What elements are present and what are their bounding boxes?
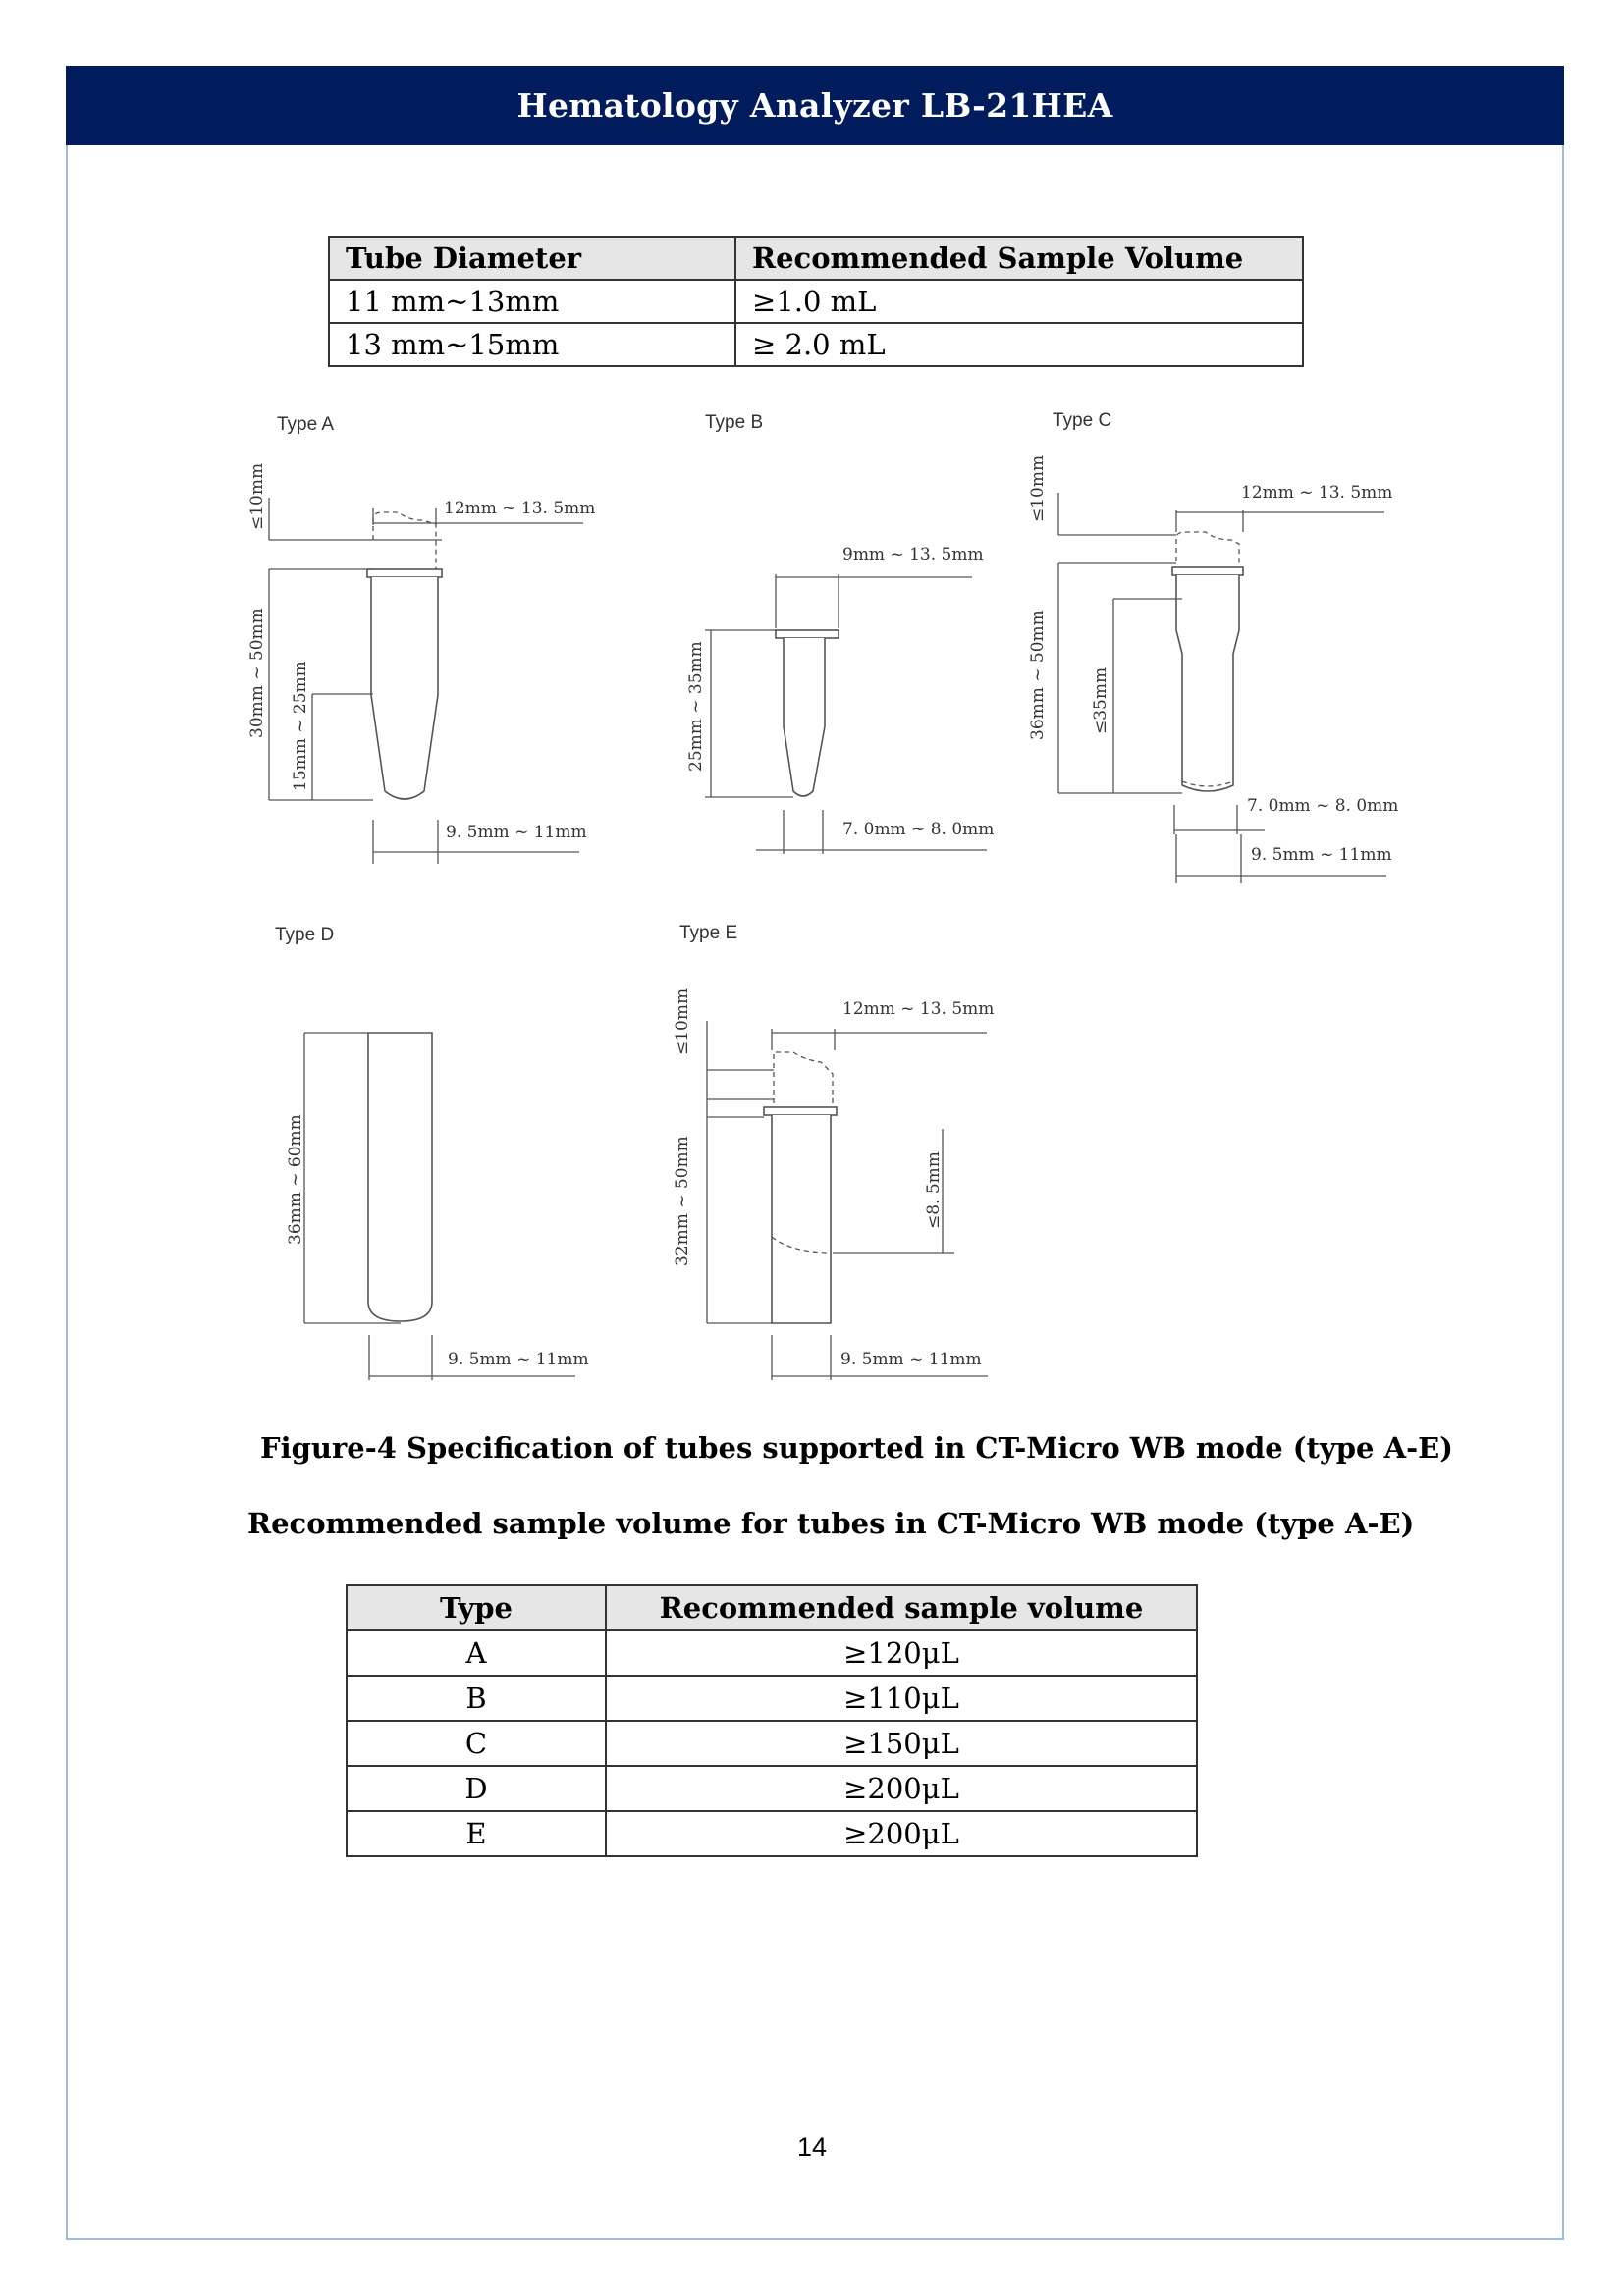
- type-c-cap-outline: [1176, 532, 1239, 567]
- type-e-tube-body: [772, 1115, 831, 1323]
- type-a-label: Type A: [277, 414, 335, 435]
- table-cell: ≥150μL: [606, 1721, 1197, 1766]
- table-cell: ≥200μL: [606, 1811, 1197, 1856]
- type-d-tube-length: 36mm ~ 60mm: [286, 1114, 305, 1245]
- type-d-diagram: [275, 925, 589, 1380]
- table-cell: ≥120μL: [606, 1630, 1197, 1676]
- type-e-cap-outline: [774, 1052, 833, 1103]
- figure-caption: Figure-4 Specification of tubes supported in CT-Micro WB mode (type A-E): [260, 1431, 1453, 1465]
- table-cell: A: [347, 1630, 606, 1676]
- table-cell: ≥200μL: [606, 1766, 1197, 1811]
- type-a-tube-rim: [367, 569, 442, 577]
- table-cell: ≥ 2.0 mL: [735, 323, 1303, 366]
- table-row: [347, 1676, 1197, 1721]
- type-e-tube-length: 32mm ~ 50mm: [673, 1136, 692, 1266]
- type-b-tube-rim: [776, 630, 839, 638]
- table-cell: ≥110μL: [606, 1676, 1197, 1721]
- type-e-label: Type E: [679, 923, 738, 943]
- column-header: Recommended sample volume: [606, 1585, 1197, 1630]
- table-cell: D: [347, 1766, 606, 1811]
- type-a-tube-length: 30mm ~ 50mm: [247, 608, 267, 738]
- type-c-label: Type C: [1053, 410, 1112, 431]
- type-c-diagram: [1028, 410, 1398, 883]
- type-e-fill-height: ≤8. 5mm: [924, 1151, 944, 1229]
- table-header-row: [329, 237, 1303, 280]
- type-c-tube-length: 36mm ~ 50mm: [1028, 610, 1048, 740]
- volume-heading: Recommended sample volume for tubes in CT-Micro WB mode (type A-E): [247, 1507, 1415, 1540]
- type-b-cap-width: 9mm ~ 13. 5mm: [842, 545, 984, 564]
- type-d-tube-width: 9. 5mm ~ 11mm: [448, 1350, 589, 1369]
- table-row: [347, 1811, 1197, 1856]
- type-c-tube-body: [1176, 575, 1239, 791]
- type-a-cone-length: 15mm ~ 25mm: [291, 661, 310, 791]
- type-b-tube-width: 7. 0mm ~ 8. 0mm: [842, 820, 995, 839]
- table-cell: C: [347, 1721, 606, 1766]
- type-b-label: Type B: [705, 412, 764, 433]
- type-c-fill-height: ≤35mm: [1091, 667, 1110, 734]
- type-b-diagram: [686, 412, 994, 854]
- table-cell: B: [347, 1676, 606, 1721]
- table-row: [347, 1630, 1197, 1676]
- type-c-cap-height: ≤10mm: [1028, 454, 1048, 522]
- table-cell: 13 mm~15mm: [329, 323, 735, 366]
- table-row: [329, 280, 1303, 323]
- type-c-cap-width: 12mm ~ 13. 5mm: [1241, 483, 1393, 503]
- table-row: [347, 1721, 1197, 1766]
- type-c-inner-width: 7. 0mm ~ 8. 0mm: [1247, 796, 1399, 816]
- page-number: 14: [796, 2132, 828, 2162]
- type-d-label: Type D: [275, 925, 335, 945]
- type-e-diagram: [673, 923, 994, 1380]
- table-row: [329, 323, 1303, 366]
- table-cell: E: [347, 1811, 606, 1856]
- table-row: [347, 1766, 1197, 1811]
- type-e-tube-width: 9. 5mm ~ 11mm: [840, 1350, 982, 1369]
- type-b-tube-body: [784, 638, 825, 796]
- table-cell: 11 mm~13mm: [329, 280, 735, 323]
- type-a-diagram: [247, 414, 595, 864]
- table-header-row: [347, 1585, 1197, 1630]
- sample-volume-table: [346, 1584, 1198, 1857]
- type-a-tube-body: [371, 577, 438, 799]
- type-a-tube-width: 9. 5mm ~ 11mm: [446, 823, 587, 842]
- type-c-tube-rim: [1172, 567, 1243, 575]
- type-e-tube-rim: [764, 1107, 837, 1115]
- tube-diameter-table: [328, 236, 1304, 367]
- type-b-tube-length: 25mm ~ 35mm: [686, 641, 706, 772]
- page-header: [66, 66, 1564, 145]
- tube-specification-figure: [226, 402, 1404, 1394]
- type-a-cap-width: 12mm ~ 13. 5mm: [444, 499, 596, 518]
- type-e-cap-height: ≤10mm: [673, 988, 692, 1055]
- type-a-cap-height: ≤10mm: [247, 462, 267, 530]
- column-header: Recommended Sample Volume: [735, 237, 1303, 280]
- header-title: Hematology Analyzer LB-21HEA: [516, 86, 1113, 125]
- column-header: Type: [347, 1585, 606, 1630]
- type-e-cap-width: 12mm ~ 13. 5mm: [842, 999, 995, 1019]
- type-c-tube-width: 9. 5mm ~ 11mm: [1251, 845, 1392, 865]
- table-cell: ≥1.0 mL: [735, 280, 1303, 323]
- column-header: Tube Diameter: [329, 237, 735, 280]
- type-d-tube-body: [368, 1033, 432, 1321]
- type-a-cap-outline: [373, 512, 436, 569]
